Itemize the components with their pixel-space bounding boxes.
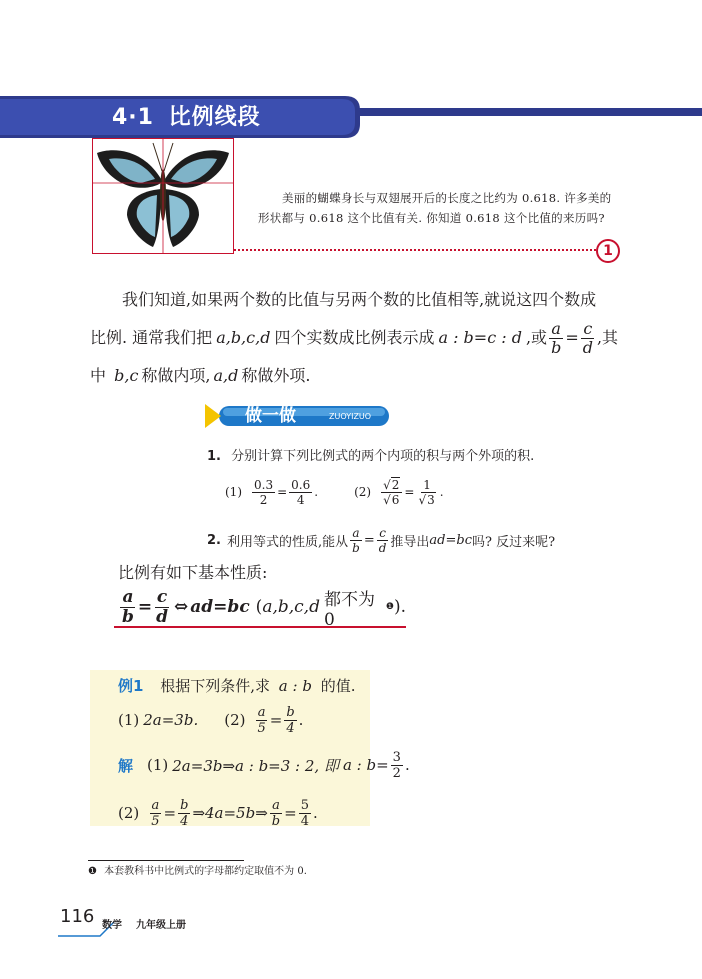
property-equals: =: [137, 597, 153, 617]
definition-text-3c: 称做外项.: [241, 366, 311, 385]
q1-text: 分别计算下列比例式的两个内项的积与两个外项的积.: [231, 449, 535, 464]
property-formula: [118, 586, 406, 630]
solution-2-fraction-2: $\frac{b}{4}$: [180, 797, 189, 829]
definition-text-2c: ,或: [525, 328, 548, 347]
solution-1: [118, 742, 518, 788]
q1-number: 1.: [207, 449, 221, 464]
section-title: 比例线段: [168, 105, 261, 130]
definition-text-2d: ,其: [596, 328, 619, 347]
solution-1-ratio: a : b=: [342, 756, 389, 774]
property-product: ad=bc: [190, 597, 250, 617]
q1a-fraction-right: $\frac{0.6}{4}$: [291, 477, 311, 507]
section-header-band: [0, 96, 702, 138]
q1b-fraction-left: $\frac{√2}{√6}$: [381, 479, 402, 506]
q2-fraction-ab: $\frac{a}{b}$: [352, 525, 360, 555]
activity-banner-title: 做一做: [245, 406, 296, 426]
definition-text-3b: 称做内项,: [141, 366, 211, 385]
q1a-label: (1): [225, 485, 242, 499]
q1b-end: .: [439, 485, 444, 499]
property-cond-close: ).: [393, 597, 406, 617]
definition-fraction-cd: $\frac{c}{d}$: [582, 318, 593, 357]
q1a-equals: =: [277, 485, 288, 499]
example-content: [118, 672, 518, 836]
definition-line-3: [90, 358, 630, 394]
outer-terms: a,d: [213, 366, 239, 385]
definition-ratio: a : b=c : d: [438, 328, 522, 347]
example-prompt-b: 的值.: [320, 677, 356, 695]
activity-q1-parts: [207, 470, 627, 514]
q2-number: 2.: [207, 532, 221, 548]
property-fraction-cd: $\frac{c}{d}$: [156, 586, 169, 627]
property-cond-open: (: [255, 597, 263, 617]
property-intro: 比例有如下基本性质:: [118, 563, 268, 582]
inner-terms: b,c: [114, 366, 139, 385]
butterfly-icon: [93, 139, 233, 253]
q2-equation: ad=bc: [429, 532, 472, 548]
solution-1-end: .: [404, 756, 410, 774]
solution-2-end: .: [312, 804, 318, 822]
example-prompt-var: a : b: [278, 677, 312, 695]
solution-label: 解: [118, 756, 134, 775]
property-cond-text: 都不为 0: [323, 589, 375, 630]
solution-1-text: 2a=3b⇒a : b=3 : 2, 即: [172, 756, 339, 775]
solution-2: [118, 790, 518, 836]
q1a-end: .: [314, 485, 319, 499]
section-header: [0, 96, 702, 138]
intro-dotted-rule: [234, 249, 596, 251]
solution-2-implication: ⇒4a=5b⇒: [192, 804, 268, 822]
page-number: 116: [60, 906, 95, 927]
condition-2-end: .: [298, 711, 304, 729]
solution-2-label: (2): [118, 804, 140, 822]
definition-line-2: [90, 318, 630, 358]
definition-paragraph: [90, 282, 630, 394]
q2-equals: =: [363, 532, 375, 548]
definition-equals: =: [565, 328, 579, 347]
definition-text-1: 我们知道,如果两个数的比值与另两个数的比值相等,就说这四个数成: [122, 290, 597, 309]
q1a-fraction-left: $\frac{0.3}{2}$: [254, 477, 274, 507]
example-conditions: [118, 700, 518, 740]
condition-1-label: (1): [118, 711, 140, 729]
solution-1-label: (1): [147, 756, 169, 774]
definition-text-2a: 比例. 通常我们把: [90, 328, 213, 347]
section-number: 4·1: [112, 105, 154, 130]
activity-q1: [207, 444, 627, 470]
definition-text-2b: 四个实数成比例表示成: [274, 328, 435, 347]
definition-line-1: [90, 282, 630, 318]
footer-subject: 数学: [102, 920, 122, 931]
condition-2-equals: =: [269, 711, 283, 729]
property-underline: [114, 626, 406, 628]
condition-1: 2a=3b.: [143, 711, 199, 729]
condition-2-fraction-right: $\frac{b}{4}$: [286, 704, 295, 736]
condition-2-label: (2): [224, 711, 246, 729]
q2-text-b: 推导出: [390, 534, 430, 550]
activity-banner: [205, 404, 391, 428]
butterfly-image: [92, 138, 234, 254]
footnote-text: 本套教科书中比例式的字母都约定取值不为 0.: [104, 866, 307, 877]
q1b-equals: =: [404, 485, 415, 499]
q2-fraction-cd: $\frac{c}{d}$: [378, 525, 387, 555]
intro-text: 美丽的蝴蝶身长与双翅展开后的长度之比约为 0.618. 许多美的形状都与 0.618 这个比值有关. 你知道 0.618 这个比值的来历吗?: [258, 191, 612, 225]
marginal-note-badge: 1: [596, 239, 620, 263]
activity-content: [207, 444, 627, 562]
solution-2-equals-1: =: [163, 804, 177, 822]
definition-fraction-ab: $\frac{a}{b}$: [551, 318, 562, 357]
footnote: [88, 864, 307, 880]
solution-2-fraction-3: $\frac{a}{b}$: [271, 797, 281, 829]
footer-grade: 九年级上册: [136, 920, 186, 931]
solution-2-fraction-1: $\frac{a}{5}$: [151, 797, 160, 829]
activity-q2: [207, 518, 627, 562]
property-iff: ⇔: [174, 597, 189, 617]
activity-banner-subtitle: ZUOYIZUO: [329, 412, 372, 421]
example-label: 例1: [118, 677, 144, 695]
page-footer: [58, 904, 358, 940]
definition-vars: a,b,c,d: [216, 328, 271, 347]
definition-text-3a: 中: [90, 366, 107, 385]
example-prompt: [118, 672, 518, 700]
footnote-rule: [88, 860, 244, 861]
solution-2-fraction-4: $\frac{5}{4}$: [300, 797, 309, 829]
condition-2-fraction-left: $\frac{a}{5}$: [257, 704, 266, 736]
solution-1-fraction: $\frac{3}{2}$: [392, 749, 401, 781]
q1b-fraction-right: $\frac{1}{√3}$: [418, 477, 435, 507]
example-prompt-a: 根据下列条件,求: [160, 677, 270, 695]
footnote-mark: ❶: [88, 866, 97, 877]
property-cond-vars: a,b,c,d: [262, 597, 320, 617]
q2-text-a: 利用等式的性质,能从: [226, 534, 349, 550]
property-fraction-ab: $\frac{a}{b}$: [122, 586, 134, 627]
q2-text-c: 吗? 反过来呢?: [472, 534, 556, 550]
solution-2-equals-2: =: [284, 804, 297, 822]
property-footnote-mark: ❶: [385, 602, 394, 612]
q1b-label: (2): [354, 485, 372, 499]
